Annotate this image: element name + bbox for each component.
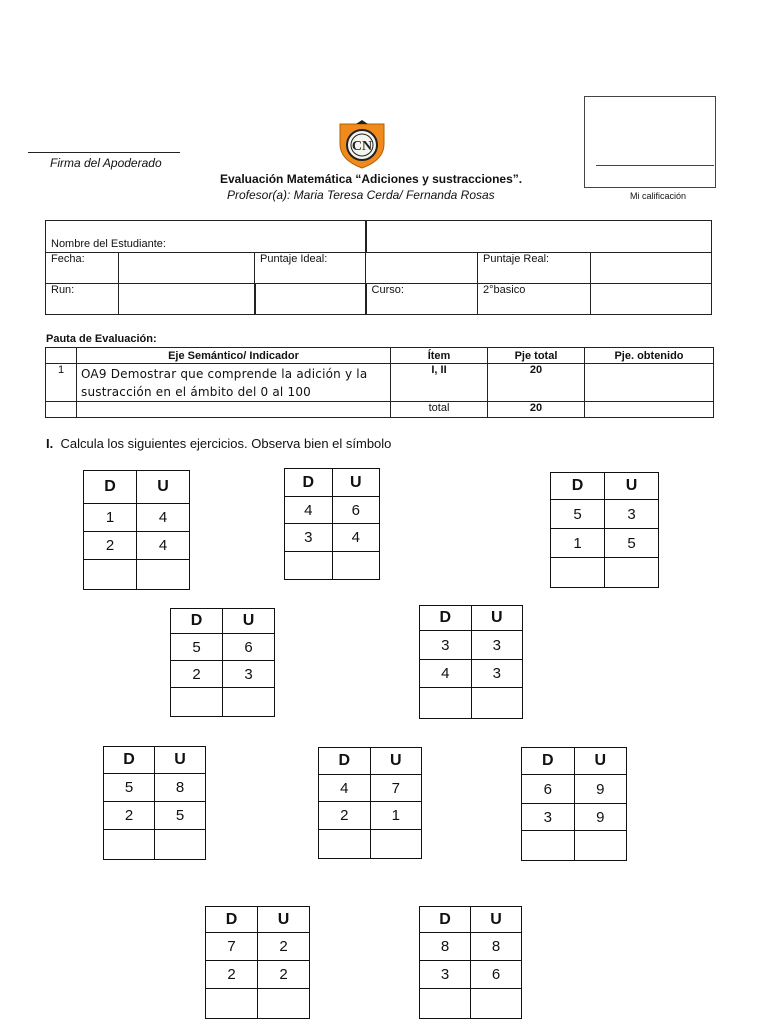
course-value: 2°basico — [478, 284, 591, 315]
section-heading — [46, 436, 391, 451]
units-header: U — [370, 748, 422, 775]
school-logo-icon — [336, 120, 388, 170]
answer-tens-cell[interactable] — [206, 989, 258, 1019]
signature-line — [28, 152, 180, 153]
answer-tens-cell[interactable] — [84, 560, 137, 590]
answer-tens-cell[interactable] — [285, 552, 333, 580]
answer-tens-cell[interactable] — [420, 989, 471, 1019]
real-score-field[interactable] — [591, 253, 712, 284]
rubric-row-indicator: OA9 Demostrar que comprende la adición y la sustracción en el ámbito del 0 al 100 — [77, 364, 391, 402]
student-info-table — [45, 220, 712, 315]
exercise-table — [284, 468, 380, 580]
answer-units-cell[interactable] — [332, 552, 380, 580]
exercise-table — [83, 470, 190, 590]
tens-digit: 3 — [420, 631, 472, 660]
tens-header: D — [84, 471, 137, 504]
tens-digit: 3 — [285, 524, 333, 552]
page-title: Evaluación Matemática “Adiciones y sustracciones”. — [220, 172, 523, 186]
answer-tens-cell[interactable] — [319, 830, 371, 859]
tens-digit: 2 — [319, 802, 371, 830]
answer-units-cell[interactable] — [137, 560, 190, 590]
answer-tens-cell[interactable] — [551, 558, 605, 588]
tens-digit: 1 — [551, 529, 605, 558]
tens-header: D — [285, 469, 333, 497]
section-number: I. — [46, 436, 54, 451]
answer-units-cell[interactable] — [605, 558, 659, 588]
tens-header: D — [319, 748, 371, 775]
signature-label: Firma del Apoderado — [50, 156, 162, 170]
units-digit: 3 — [471, 660, 523, 688]
units-digit: 9 — [574, 775, 627, 804]
exercise-table — [419, 605, 523, 719]
answer-units-cell[interactable] — [258, 989, 310, 1019]
units-header: U — [258, 907, 310, 933]
date-label: Fecha: — [46, 253, 119, 284]
answer-tens-cell[interactable] — [104, 830, 155, 860]
units-header: U — [223, 609, 275, 634]
answer-tens-cell[interactable] — [522, 831, 575, 861]
rubric-row-obtained[interactable] — [585, 364, 714, 402]
grade-line — [596, 165, 714, 166]
tens-header: D — [104, 747, 155, 774]
units-digit: 2 — [258, 933, 310, 961]
answer-units-cell[interactable] — [574, 831, 627, 861]
answer-units-cell[interactable] — [155, 830, 206, 860]
tens-digit: 4 — [319, 775, 371, 802]
run-field[interactable] — [119, 284, 255, 315]
tens-digit: 5 — [104, 774, 155, 802]
units-header: U — [574, 748, 627, 775]
units-header: U — [471, 606, 523, 631]
rubric-footer-label: total — [391, 402, 488, 418]
tens-header: D — [551, 473, 605, 500]
tens-header: D — [522, 748, 575, 775]
grade-label: Mi calificación — [630, 191, 687, 201]
rubric-footer-total: 20 — [488, 402, 585, 418]
exercise-table — [103, 746, 206, 860]
units-digit: 3 — [471, 631, 523, 660]
units-digit: 8 — [155, 774, 206, 802]
rubric-row-item: I, II — [391, 364, 488, 402]
exercise-table — [205, 906, 310, 1019]
units-digit: 2 — [258, 961, 310, 989]
units-digit: 5 — [605, 529, 659, 558]
rubric-header-item: Ítem — [391, 348, 488, 364]
units-digit: 1 — [370, 802, 422, 830]
tens-digit: 5 — [171, 634, 223, 661]
units-digit: 9 — [574, 804, 627, 831]
course-extra-field[interactable] — [591, 284, 712, 315]
rubric-header-obtained: Pje. obtenido — [585, 348, 714, 364]
tens-digit: 2 — [171, 661, 223, 688]
units-digit: 3 — [223, 661, 275, 688]
course-label: Curso: — [366, 284, 478, 315]
tens-digit: 1 — [84, 504, 137, 532]
units-digit: 4 — [137, 504, 190, 532]
tens-header: D — [171, 609, 223, 634]
answer-units-cell[interactable] — [370, 830, 422, 859]
exercise-table — [419, 906, 522, 1019]
tens-digit: 6 — [522, 775, 575, 804]
tens-digit: 7 — [206, 933, 258, 961]
student-name-label: Nombre del Estudiante: — [46, 221, 366, 253]
rubric-header-indicator: Eje Semántico/ Indicador — [77, 348, 391, 364]
units-digit: 3 — [605, 500, 659, 529]
tens-header: D — [420, 606, 472, 631]
units-header: U — [332, 469, 380, 497]
answer-tens-cell[interactable] — [171, 688, 223, 717]
units-digit: 6 — [332, 497, 380, 524]
answer-tens-cell[interactable] — [420, 688, 472, 719]
units-digit: 5 — [155, 802, 206, 830]
units-digit: 6 — [471, 961, 522, 989]
units-header: U — [155, 747, 206, 774]
answer-units-cell[interactable] — [471, 688, 523, 719]
rubric-row-total: 20 — [488, 364, 585, 402]
units-digit: 6 — [223, 634, 275, 661]
tens-digit: 3 — [522, 804, 575, 831]
tens-digit: 5 — [551, 500, 605, 529]
rubric-header-total: Pje total — [488, 348, 585, 364]
tens-header: D — [420, 907, 471, 933]
units-header: U — [605, 473, 659, 500]
tens-digit: 4 — [285, 497, 333, 524]
exercise-table — [170, 608, 275, 717]
tens-digit: 2 — [206, 961, 258, 989]
date-field[interactable] — [119, 253, 255, 284]
exercise-table — [550, 472, 659, 588]
rubric-footer-obtained[interactable] — [585, 402, 714, 418]
logo-letters: CN — [351, 139, 373, 154]
answer-units-cell[interactable] — [471, 989, 522, 1019]
tens-digit: 3 — [420, 961, 471, 989]
units-header: U — [471, 907, 522, 933]
answer-units-cell[interactable] — [223, 688, 275, 717]
ideal-score-label: Puntaje Ideal: — [255, 253, 366, 284]
rubric-table — [45, 347, 714, 418]
exercise-table — [521, 747, 627, 861]
rubric-title: Pauta de Evaluación: — [46, 333, 157, 345]
run-label: Run: — [46, 284, 119, 315]
exercise-table — [318, 747, 422, 859]
grade-box[interactable] — [584, 96, 716, 188]
real-score-label: Puntaje Real: — [478, 253, 591, 284]
units-digit: 4 — [332, 524, 380, 552]
teacher-line: Profesor(a): Maria Teresa Cerda/ Fernanda Rosas — [227, 188, 495, 202]
ideal-score-field[interactable] — [366, 253, 478, 284]
run-field-extra[interactable] — [255, 284, 366, 315]
tens-digit: 2 — [84, 532, 137, 560]
student-name-field[interactable] — [366, 221, 712, 253]
rubric-row-number: 1 — [46, 364, 77, 402]
tens-digit: 2 — [104, 802, 155, 830]
tens-digit: 8 — [420, 933, 471, 961]
tens-header: D — [206, 907, 258, 933]
units-digit: 4 — [137, 532, 190, 560]
tens-digit: 4 — [420, 660, 472, 688]
section-instruction: Calcula los siguientes ejercicios. Observa bien el símbolo — [60, 436, 392, 451]
units-digit: 8 — [471, 933, 522, 961]
units-header: U — [137, 471, 190, 504]
units-digit: 7 — [370, 775, 422, 802]
